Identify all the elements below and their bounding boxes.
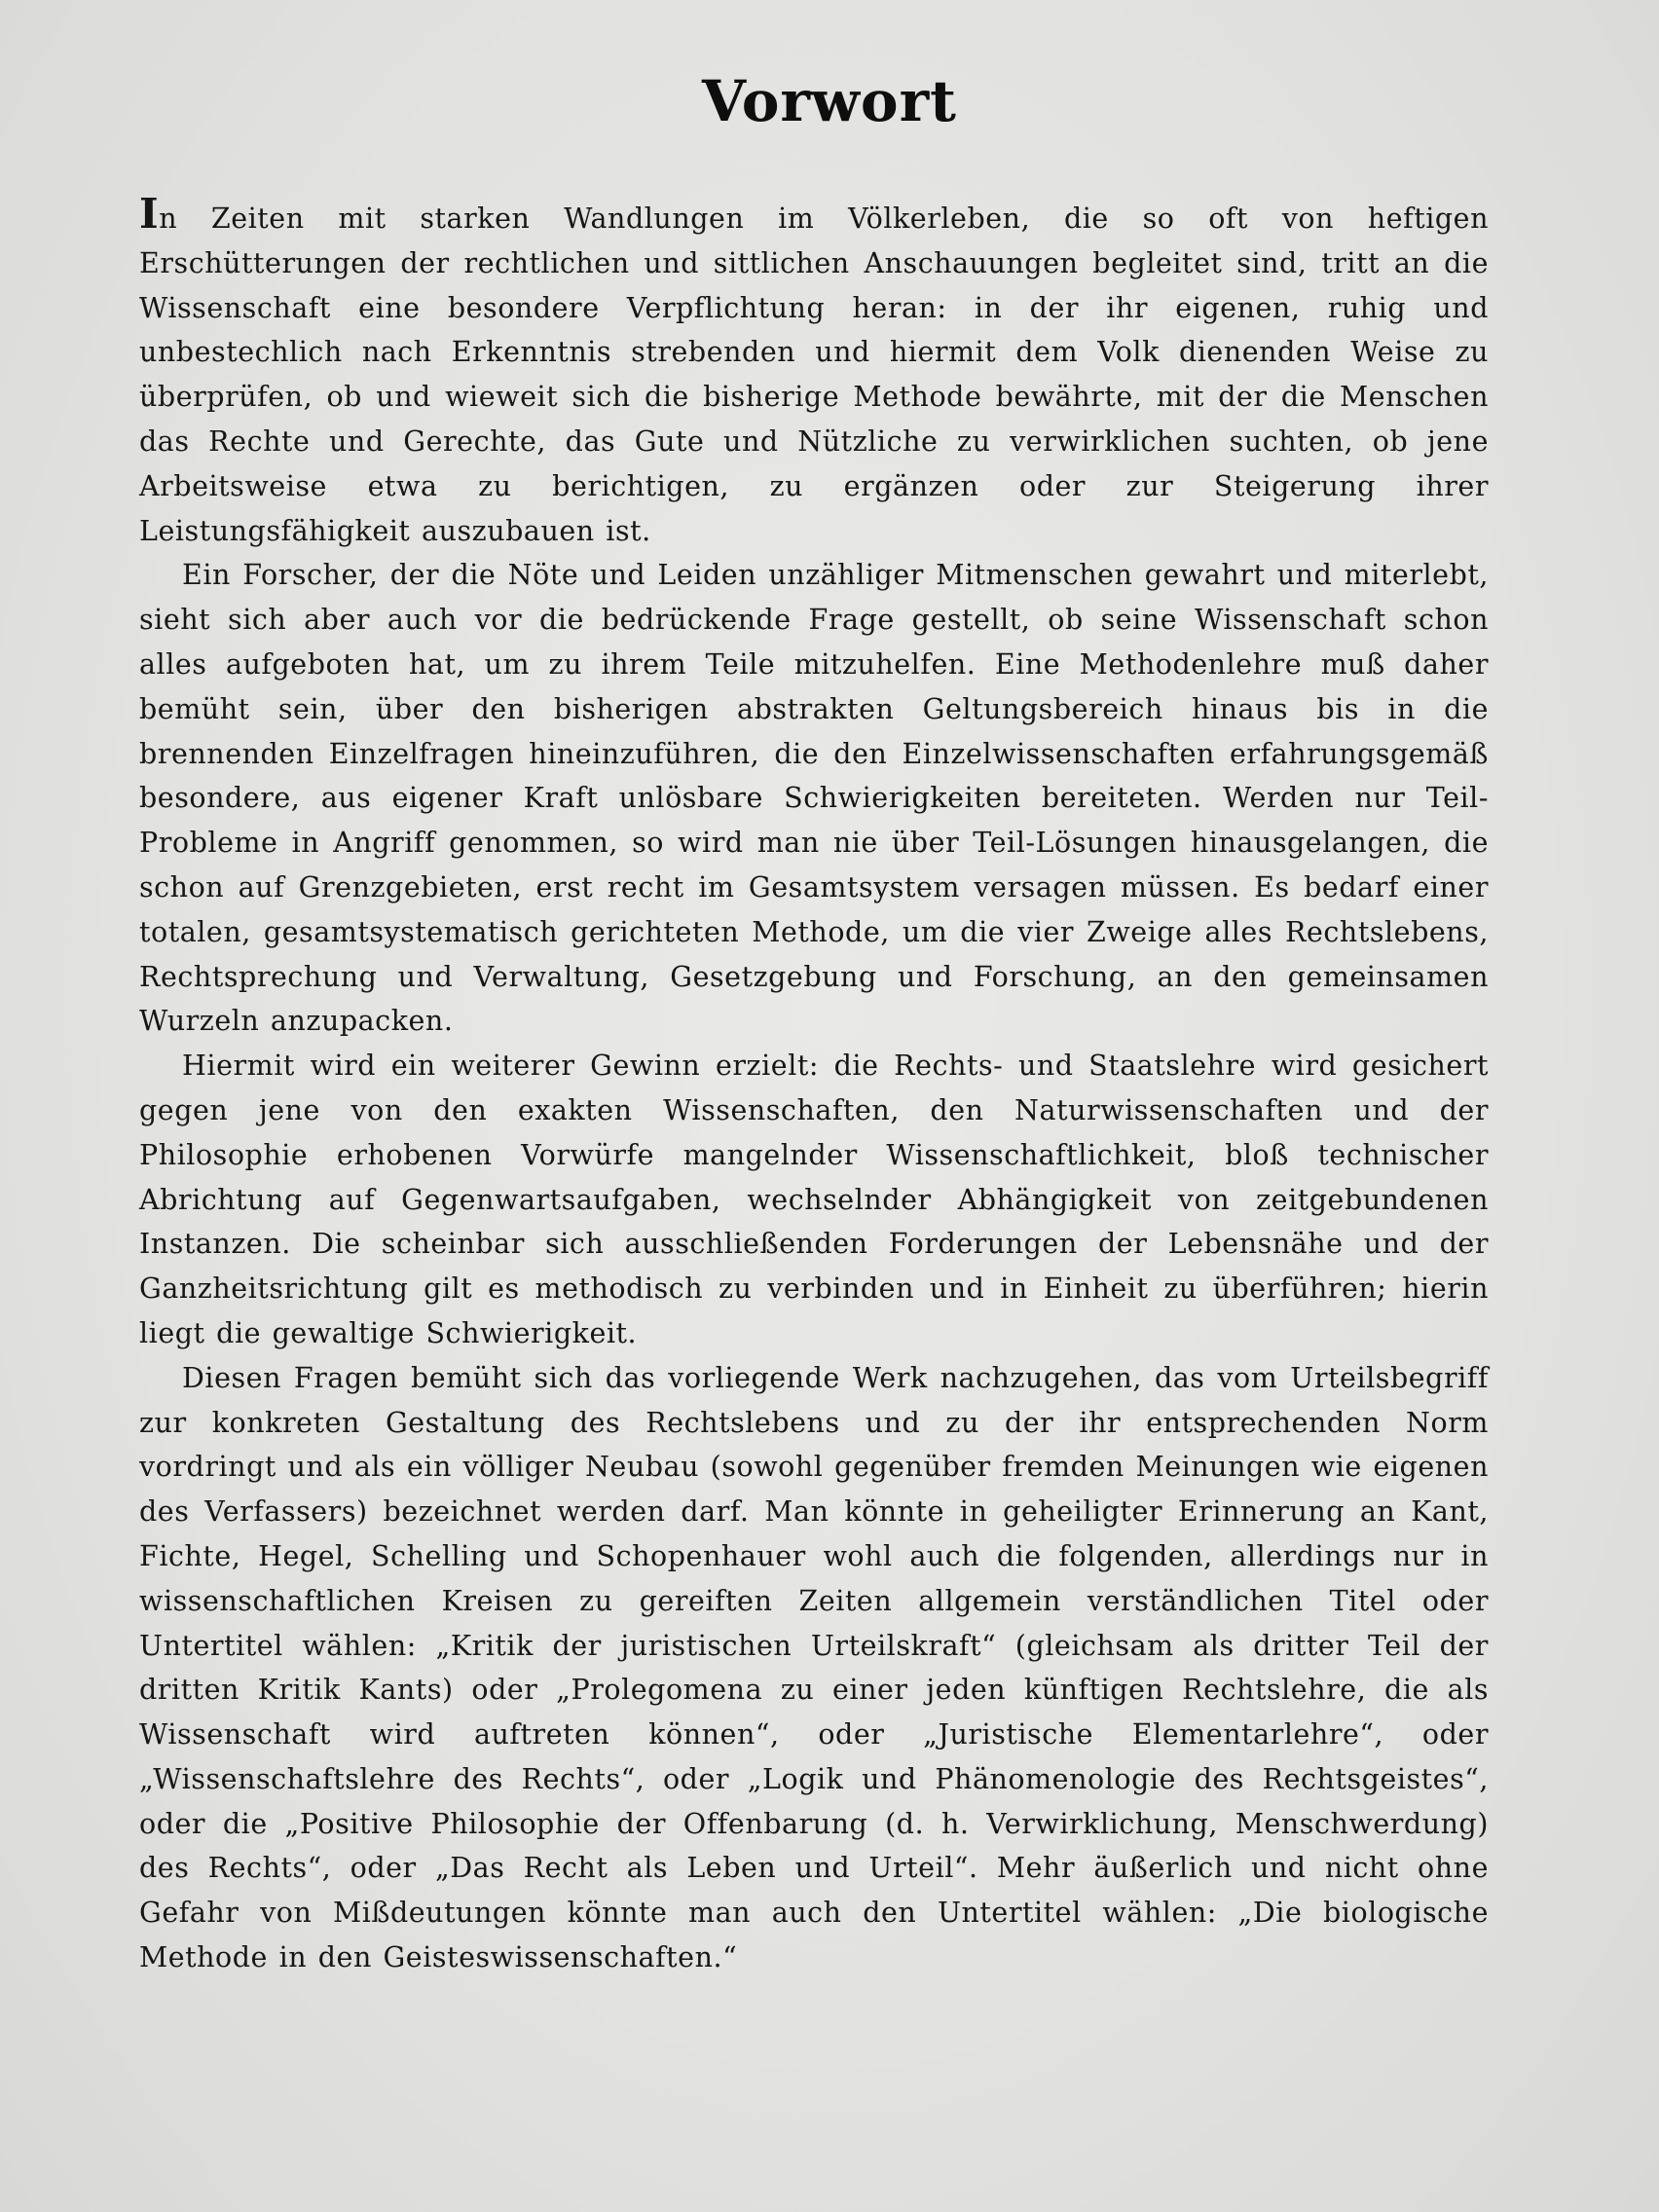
paragraph-2: Ein Forscher, der die Nöte und Leiden unzähliger Mitmenschen gewahrt und miterlebt, sieht sich aber auch vor die bedrückende Frage gestellt, ob seine Wissenschaft schon alles aufgeboten hat, um zu ihrem Teile mitzuhelfen. Eine Methodenlehre muß daher bemüht sein, über den bisherigen abstrakten Geltungsbereich hinaus bis in die brennenden Einzelfragen hineinzuführen, die den Einzelwissenschaften erfahrungsgemäß besondere, aus eigener Kraft unlösbare Schwierigkeiten bereiteten. Werden nur Teil-Probleme in Angriff genommen, so wird man nie über Teil-Lösungen hinausgelangen, die schon auf Grenzgebieten, erst recht im Gesamtsystem versagen müssen. Es bedarf einer totalen, gesamtsystematisch gerichteten Methode, um die vier Zweige alles Rechtslebens, Rechtsprechung und Verwaltung, Gesetzgebung und Forschung, an den gemeinsamen Wurzeln anzupacken. <box>139 559 1489 1038</box>
drop-cap: I <box>139 190 160 238</box>
paragraph-text: n Zeiten mit starken Wandlungen im Völkerleben, die so oft von heftigen Erschütterungen der rechtlichen und sittlichen Anschauungen begleitet sind, tritt an die Wissenschaft eine besondere Verpflichtung heran: in der ihr eigenen, ruhig und unbestechlich nach Erkenntnis strebenden und hiermit dem Volk dienenden Weise zu überprüfen, ob und wieweit sich die bisherige Methode bewährte, mit der die Menschen das Rechte und Gerechte, das Gute und Nützliche zu verwirklichen suchten, ob jene Arbeitsweise etwa zu berichtigen, zu ergänzen oder zur Steigerung ihrer Leistungsfähigkeit auszubauen ist. <box>139 203 1489 547</box>
paragraph-1 <box>139 190 1489 553</box>
page-title: Vorwort <box>702 68 957 134</box>
body-text <box>139 190 1489 1980</box>
paragraph-4: Diesen Fragen bemüht sich das vorliegende Werk nachzugehen, das vom Urteilsbegriff zur konkreten Gestaltung des Rechtslebens und zu der ihr entsprechenden Norm vordringt und als ein völliger Neubau (sowohl gegenüber fremden Meinungen wie eigenen des Verfassers) bezeichnet werden darf. Man könnte in geheiligter Erinnerung an Kant, Fichte, Hegel, Schelling und Schopenhauer wohl auch die folgenden, allerdings nur in wissenschaftlichen Kreisen zu gereiften Zeiten allgemein verständlichen Titel oder Untertitel wählen: „Kritik der juristischen Urteilskraft“ (gleichsam als dritter Teil der dritten Kritik Kants) oder „Prolegomena zu einer jeden künftigen Rechtslehre, die als Wissenschaft wird auftreten können“, oder „Juristische Elementarlehre“, oder „Wissenschaftslehre des Rechts“, oder „Logik und Phänomenologie des Rechtsgeistes“, oder die „Positive Philosophie der Offenbarung (d. h. Verwirklichung, Menschwerdung) des Rechts“, oder „Das Recht als Leben und Urteil“. Mehr äußerlich und nicht ohne Gefahr von Mißdeutungen könnte man auch den Untertitel wählen: „Die biologische Methode in den Geisteswissenschaften.“ <box>139 1361 1489 1974</box>
paragraph-3: Hiermit wird ein weiterer Gewinn erzielt: die Rechts- und Staatslehre wird gesichert gegen jene von den exakten Wissenschaften, den Naturwissenschaften und der Philosophie erhobenen Vorwürfe mangelnder Wissenschaftlichkeit, bloß technischer Abrichtung auf Gegenwartsaufgaben, wechselnder Abhängigkeit von zeitgebundenen Instanzen. Die scheinbar sich ausschließenden Forderungen der Lebensnähe und der Ganzheitsrichtung gilt es methodisch zu verbinden und in Einheit zu überführen; hierin liegt die gewaltige Schwierigkeit. <box>139 1050 1489 1349</box>
